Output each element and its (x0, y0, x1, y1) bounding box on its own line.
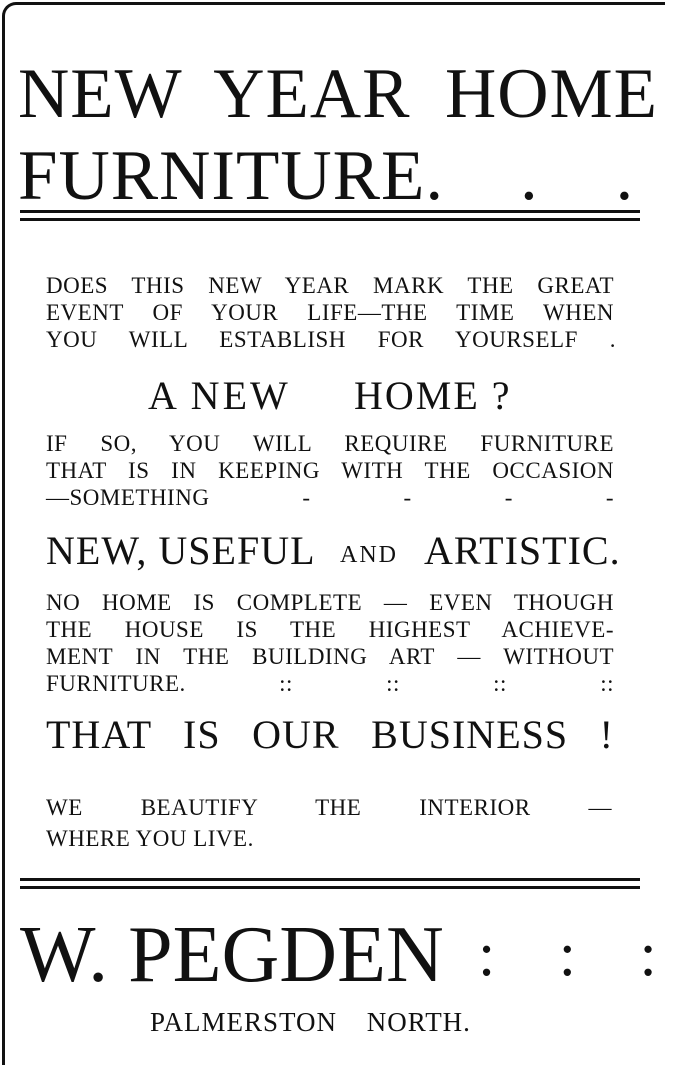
new-home-part-2: HOME ? (354, 373, 512, 418)
headline-line-1: NEW YEAR HOME (18, 55, 658, 133)
para3-line-1: NO HOME IS COMPLETE — EVEN THOUGH (46, 590, 614, 615)
useful-part-2: ARTISTIC. (424, 528, 621, 573)
para2-line-1: IF SO, YOU WILL REQUIRE FURNITURE (46, 431, 614, 456)
double-rule-bottom (20, 878, 640, 889)
para2-line-3: —SOMETHING - - - - (46, 485, 614, 510)
merchant-name: W. PEGDEN (20, 911, 444, 999)
useful-and: AND (340, 542, 398, 568)
headline-line-2: FURNITURE. (18, 137, 445, 215)
para4-line-2: WHERE YOU LIVE. (46, 826, 254, 851)
headline-dots: . . (520, 137, 664, 215)
useful-part-1: NEW, USEFUL (46, 528, 316, 573)
para3-line-4: FURNITURE. :: :: :: :: (46, 671, 614, 696)
para2-line-2: THAT IS IN KEEPING WITH THE OCCASION (46, 458, 614, 483)
new-home-part-1: A NEW (148, 373, 291, 418)
para1-line-3: YOU WILL ESTABLISH FOR YOURSELF . (46, 327, 616, 352)
para1-line-1: DOES THIS NEW YEAR MARK THE GREAT (46, 273, 614, 298)
para3-line-3: MENT IN THE BUILDING ART — WITHOUT (46, 644, 614, 669)
double-rule-top (20, 210, 640, 221)
merchant-colons: : : : (478, 921, 681, 989)
town-name: PALMERSTON NORTH. (150, 1007, 471, 1037)
business-line: THAT IS OUR BUSINESS ! (46, 712, 614, 757)
para4-line-1: WE BEAUTIFY THE INTERIOR — (46, 795, 612, 820)
para1-line-2: EVENT OF YOUR LIFE—THE TIME WHEN (46, 300, 614, 325)
para3-line-2: THE HOUSE IS THE HIGHEST ACHIEVE- (46, 617, 614, 642)
